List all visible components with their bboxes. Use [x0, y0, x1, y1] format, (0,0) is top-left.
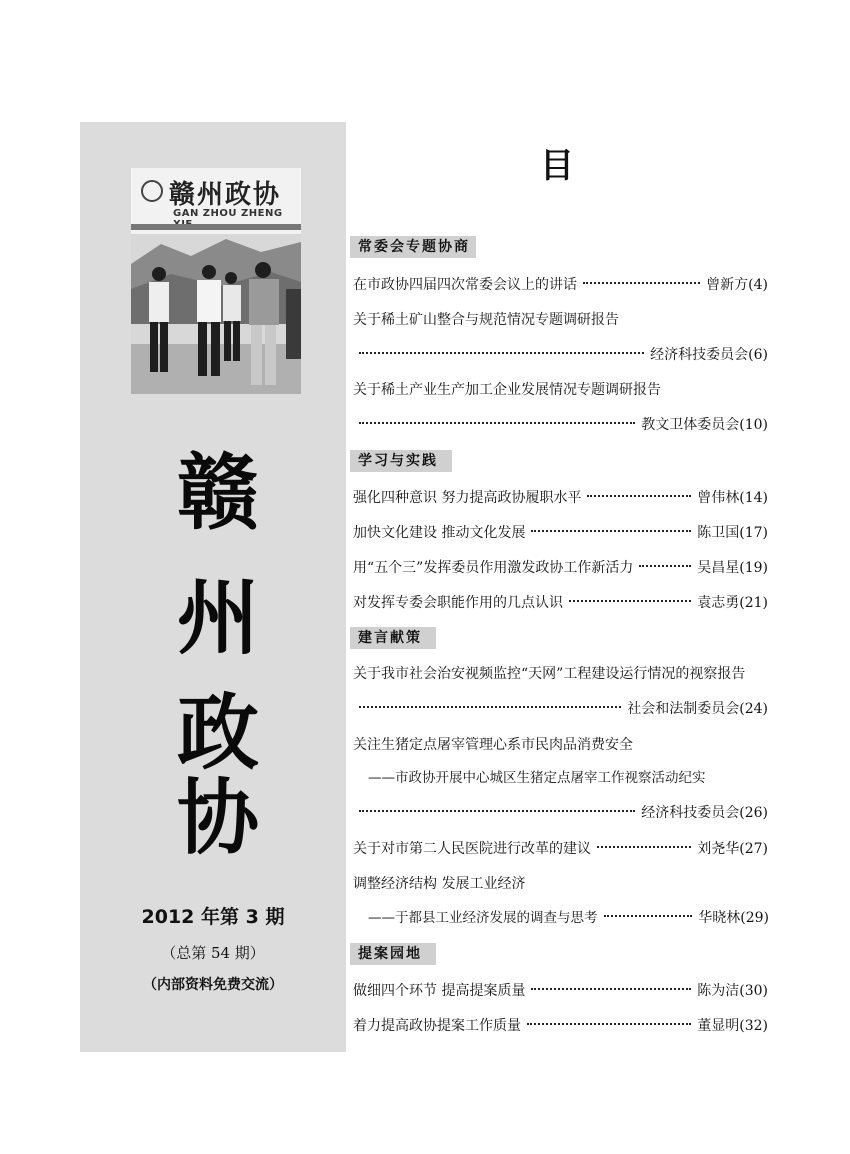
toc-entry[interactable]: [353, 979, 768, 1003]
entry-author: 陈卫国: [697, 525, 740, 541]
leader-dots: [531, 530, 691, 532]
calligraphy-char-2: 州: [176, 570, 259, 666]
entry-page: (21): [739, 595, 768, 611]
distribution-note: （内部资料免费交流）: [143, 977, 283, 993]
toc-entry[interactable]: [353, 413, 768, 437]
toc-entry[interactable]: [353, 697, 768, 721]
leader-dots: [597, 846, 691, 848]
entry-author: 袁志勇: [697, 595, 740, 611]
entry-page: (14): [739, 490, 768, 506]
entry-title: 着力提高政协提案工作质量: [353, 1018, 521, 1034]
entry-author: 社会和法制委员会: [627, 701, 740, 717]
entry-page: (26): [739, 805, 768, 821]
leader-dots: [359, 810, 635, 812]
cover-header: [131, 168, 301, 234]
entry-title: 做细四个环节 提高提案质量: [353, 983, 526, 999]
entry-title[interactable]: 调整经济结构 发展工业经济: [353, 876, 526, 892]
entry-page: (17): [739, 525, 768, 541]
entry-author: 董显明: [697, 1018, 740, 1034]
entry-title: 强化四种意识 努力提高政协履职水平: [353, 490, 582, 506]
leader-dots: [587, 495, 691, 497]
leader-dots: [569, 600, 691, 602]
total-issue: （总第 54 期）: [161, 944, 265, 962]
section-title: 建言献策: [350, 627, 436, 649]
calligraphy-char-4: 协: [176, 770, 259, 866]
entry-subtitle: ——市政协开展中心城区生猪定点屠宰工作视察活动纪实: [368, 770, 706, 786]
entry-page: (32): [739, 1018, 768, 1034]
entry-title: 在市政协四届四次常委会议上的讲话: [353, 277, 577, 293]
toc-entry[interactable]: [353, 486, 768, 510]
entry-page: (24): [739, 701, 768, 717]
toc-entry[interactable]: [353, 343, 768, 367]
entry-title: 用“五个三”发挥委员作用激发政协工作新活力: [353, 560, 634, 576]
entry-subtitle: ——于都县工业经济发展的调查与思考: [368, 910, 598, 926]
entry-author: 经济科技委员会: [641, 805, 740, 821]
entry-author: 刘尧华: [697, 841, 740, 857]
entry-author: 教文卫体委员会: [641, 417, 740, 433]
entry-title: 加快文化建设 推动文化发展: [353, 525, 526, 541]
issue-number: 2012 年第 3 期: [141, 906, 285, 928]
toc-entry[interactable]: [353, 837, 768, 861]
toc-entry[interactable]: [353, 273, 768, 297]
cover-pinyin: GAN ZHOU ZHENG: [173, 208, 283, 219]
entry-page: (29): [740, 910, 769, 926]
entry-page: (10): [739, 417, 768, 433]
entry-author: 曾新方: [706, 277, 749, 293]
leader-dots: [583, 282, 700, 284]
section-title: 提案园地: [350, 943, 436, 965]
cover-thumbnail: [131, 168, 301, 394]
entry-title[interactable]: 关于我市社会治安视频监控“天网”工程建设运行情况的视察报告: [353, 666, 746, 682]
entry-title: 对发挥专委会职能作用的几点认识: [353, 595, 563, 611]
leader-dots: [527, 1023, 691, 1025]
cover-strip: [131, 224, 301, 230]
toc-entry[interactable]: [353, 1014, 768, 1038]
leader-dots: [639, 565, 691, 567]
leader-dots: [531, 988, 691, 990]
toc-entry[interactable]: [353, 521, 768, 545]
left-panel: [80, 122, 346, 1052]
toc-entry[interactable]: [353, 556, 768, 580]
calligraphy-char-3: 政: [176, 685, 259, 781]
entry-page: (6): [748, 347, 768, 363]
leader-dots: [359, 352, 644, 354]
entry-author: 曾伟林: [697, 490, 740, 506]
leader-dots: [359, 706, 621, 708]
cover-photo: [131, 234, 301, 394]
calligraphy-char-1: 赣: [176, 445, 259, 541]
toc-entry[interactable]: [353, 801, 768, 825]
entry-author: 经济科技委员会: [650, 347, 749, 363]
toc-heading: 目: [540, 146, 574, 186]
leader-dots: [604, 915, 693, 917]
entry-title[interactable]: 关于稀土产业生产加工企业发展情况专题调研报告: [353, 382, 661, 398]
entry-page: (27): [739, 841, 768, 857]
entry-page: (19): [739, 560, 768, 576]
entry-title: 关于对市第二人民医院进行改革的建议: [353, 841, 591, 857]
entry-author: 陈为洁: [697, 983, 740, 999]
entry-page: (30): [739, 983, 768, 999]
toc-entry[interactable]: [353, 591, 768, 615]
section-title: 学习与实践: [350, 450, 452, 472]
leader-dots: [359, 422, 635, 424]
toc-entry[interactable]: [354, 906, 769, 930]
emblem-icon: [141, 180, 163, 202]
entry-page: (4): [748, 277, 768, 293]
entry-author: 华晓林: [698, 910, 741, 926]
cover-title: 赣州政协: [169, 180, 282, 210]
entry-author: 吴昌星: [697, 560, 740, 576]
section-title: 常委会专题协商: [350, 236, 476, 258]
entry-title[interactable]: 关注生猪定点屠宰管理心系市民肉品消费安全: [353, 737, 633, 753]
entry-title[interactable]: 关于稀土矿山整合与规范情况专题调研报告: [353, 312, 619, 328]
